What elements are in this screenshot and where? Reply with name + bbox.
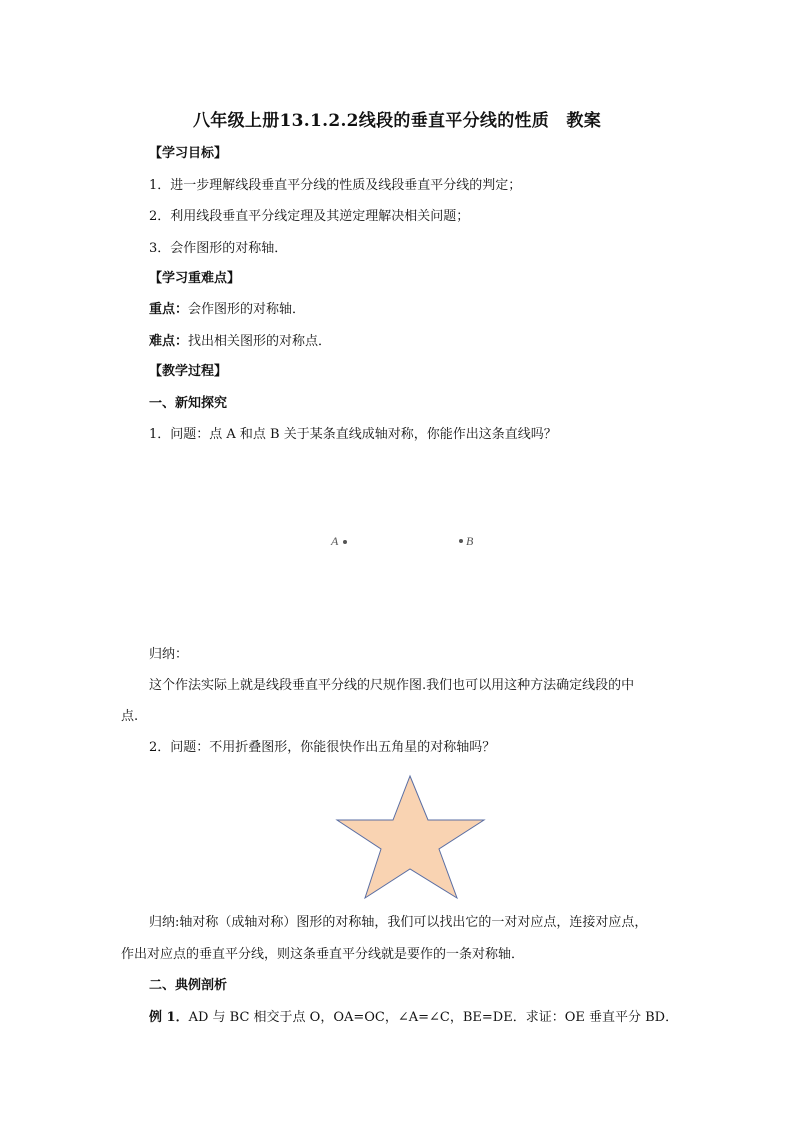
summary-1-label: 归纳：: [149, 647, 189, 662]
five-pointed-star: [335, 774, 487, 900]
section1-heading: 一、新知探究: [149, 396, 228, 411]
goal-item-3: 3．会作图形的对称轴．: [149, 241, 288, 256]
point-b-label: B: [466, 534, 474, 548]
difficult-point-line: [149, 333, 331, 351]
section2-heading: 二、典例剖析: [149, 978, 228, 993]
key-heading: 【学习重难点】: [149, 271, 241, 286]
goals-heading: 【学习目标】: [149, 146, 228, 161]
problem-2: 2．问题：不用折叠图形，你能很快作出五角星的对称轴吗？: [149, 740, 496, 755]
document-title: 八年级上册13.1.2.2线段的垂直平分线的性质 教案: [193, 111, 601, 131]
key-point-label: 重点：: [149, 302, 189, 317]
key-point-line: [149, 301, 305, 319]
point-a-label: A: [331, 534, 339, 548]
summary-2-line-2: 作出对应点的垂直平分线，则这条垂直平分线就是要作的一条对称轴．: [121, 947, 525, 962]
example-1: [149, 1009, 678, 1027]
goal-item-2: 2．利用线段垂直平分线定理及其逆定理解决相关问题；: [149, 209, 470, 224]
problem-1: 1．问题：点 A 和点 B 关于某条直线成轴对称，你能作出这条直线吗？: [149, 427, 557, 442]
goal-item-1: 1．进一步理解线段垂直平分线的性质及线段垂直平分线的判定；: [149, 178, 522, 193]
summary-2-text: 轴对称（成轴对称）图形的对称轴，我们可以找出它的一对对应点，连接对应点，: [179, 915, 648, 930]
difficult-label: 难点：: [149, 334, 189, 349]
difficult-text: 找出相关图形的对称点．: [188, 334, 332, 349]
summary-2-label: 归纳:: [149, 915, 180, 930]
star-shape: [337, 776, 484, 898]
key-point-text: 会作图形的对称轴．: [188, 302, 306, 317]
point-b-dot: [459, 539, 463, 543]
point-a-dot: [343, 540, 347, 544]
summary-1-line-2: 点.: [121, 709, 139, 724]
summary-1-line-1: 这个作法实际上就是线段垂直平分线的尺规作图.我们也可以用这种方法确定线段的中: [149, 678, 635, 693]
example-1-label: 例 1．: [149, 1010, 189, 1025]
summary-2-line-1: [149, 914, 647, 932]
process-heading: 【教学过程】: [149, 364, 228, 379]
example-1-text: AD 与 BC 相交于点 O，OA=OC，∠A=∠C，BE=DE．求证：OE 垂直平分 BD．: [188, 1010, 679, 1025]
